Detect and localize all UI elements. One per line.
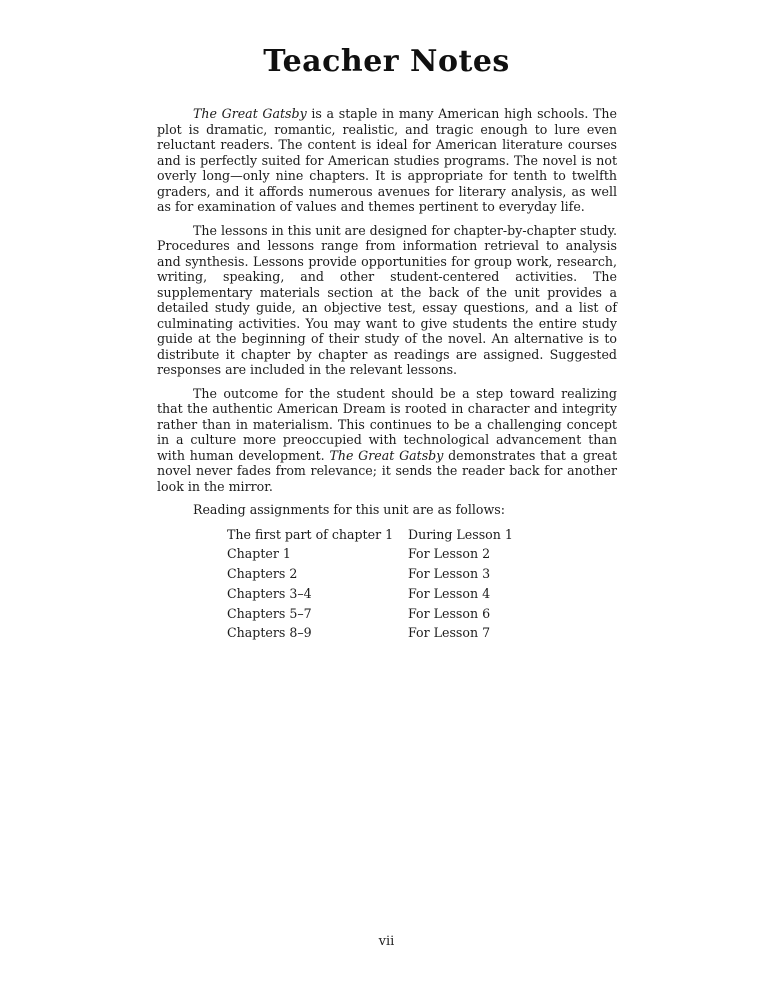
- page-number: vii: [378, 934, 395, 949]
- reading-cell: Chapters 3–4: [227, 585, 312, 601]
- reading-cell: Chapter 1: [227, 546, 291, 562]
- table-row: [227, 525, 617, 545]
- lesson-cell: During Lesson 1: [408, 526, 513, 542]
- reading-cell: Chapters 8–9: [227, 625, 312, 641]
- lesson-cell: For Lesson 3: [408, 566, 491, 582]
- reading-assignments-table: [227, 525, 617, 644]
- lesson-cell: For Lesson 7: [408, 625, 491, 641]
- reading-cell: Chapters 5–7: [227, 605, 312, 621]
- reading-cell: Chapters 2: [227, 566, 298, 582]
- reading-cell: The first part of chapter 1: [227, 526, 394, 542]
- table-row: [227, 544, 617, 564]
- lesson-cell: For Lesson 6: [408, 605, 491, 621]
- table-row: [227, 584, 617, 604]
- table-row: [227, 564, 617, 584]
- page-title: Teacher Notes: [263, 44, 510, 79]
- document-body: [157, 106, 617, 643]
- table-row: [227, 623, 617, 643]
- lesson-cell: For Lesson 4: [408, 585, 491, 601]
- table-row: [227, 604, 617, 624]
- paragraph-student-outcome: The outcome for the student should be a step toward realizing that the authentic American Dream is rooted in character and integrity rather than in materialism. This continues to be a challenging concept in a culture more preoccupied with technological advancement than with human development. The Great Gatsby demonstrates that a great novel never fades from relevance; it sends the reader back for another look in the mirror.: [157, 385, 617, 494]
- lesson-cell: For Lesson 2: [408, 546, 491, 562]
- reading-assignments-intro: Reading assignments for this unit are as follows:: [193, 502, 505, 517]
- paragraph-unit-lessons: The lessons in this unit are designed for chapter-by-chapter study. Procedures and lessons range from information retrieval to analysis and synthesis. Lessons provide opportunities for group work, research, writing, speaking, and other student-centered activities. The supplementary materials section at the back of the unit provides a detailed study guide, an objective test, essay questions, and a list of culminating activities. You may want to give students the entire study guide at the beginning of their study of the novel. An alternative is to distribute it chapter by chapter as readings are assigned. Suggested responses are included in the relevant lessons.: [157, 222, 617, 377]
- paragraph-novel-overview: The Great Gatsby is a staple in many American high schools. The plot is dramatic, romantic, realistic, and tragic enough to lure even reluctant readers. The content is ideal for American literature courses and is perfectly suited for American studies programs. The novel is not overly long—only nine chapters. It is appropriate for tenth to twelfth graders, and it affords numerous avenues for literary analysis, as well as for examination of values and themes pertinent to everyday life.: [157, 106, 618, 214]
